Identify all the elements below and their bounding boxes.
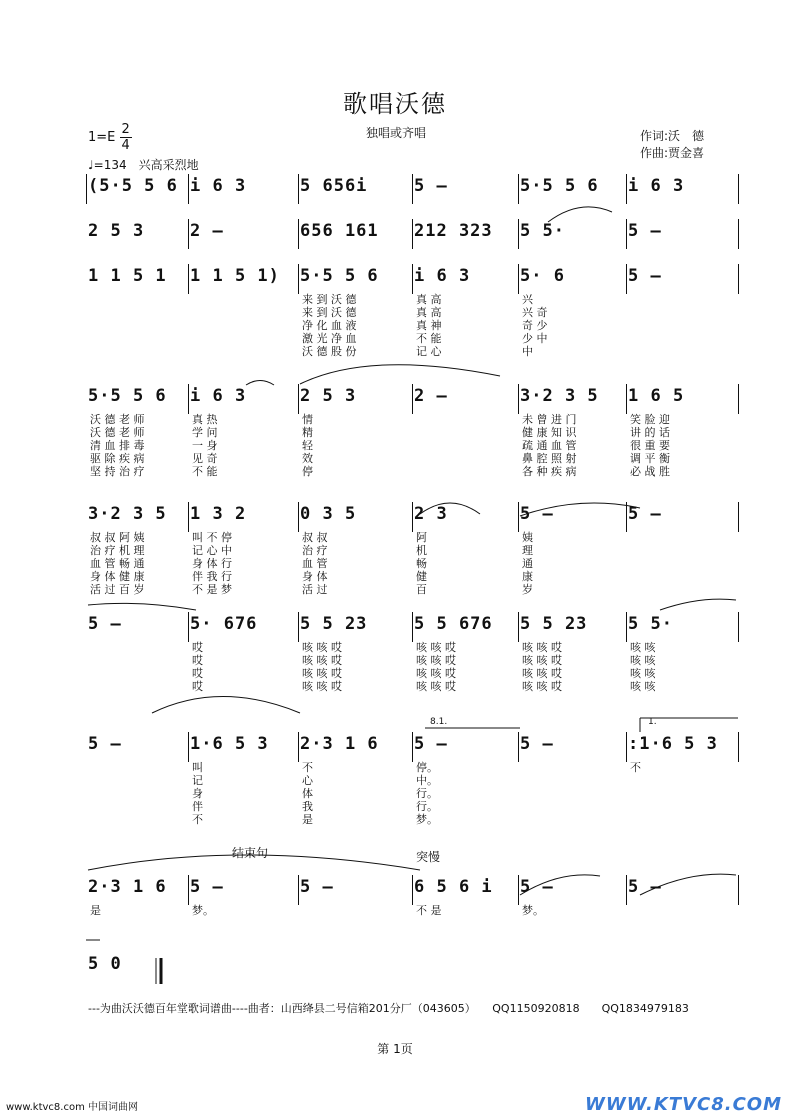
lyric-line: 一 身 [192, 439, 218, 452]
footer-credit: ---为曲沃沃德百年堂歌词谱曲----曲者：山西绛县二号信箱201分厂（043605） QQ1150920818 QQ1834979183 [88, 1002, 689, 1015]
lyric-line: 笑 脸 迎 [630, 413, 670, 426]
lyric-line: 真 神 [416, 319, 442, 332]
measure-notes: 5 – [520, 734, 554, 754]
watermark-left: www.ktvc8.com 中国词曲网 [6, 1102, 139, 1113]
lyric-line: 健 康 知 识 [522, 426, 577, 439]
measure-notes: i 6 3 [414, 266, 471, 286]
tempo-marking: ♩=134 兴高采烈地 [88, 158, 199, 172]
lyric-line: 清 血 排 毒 [90, 439, 145, 452]
measure-notes: 5 – [520, 504, 554, 524]
lyric-line: 见 奇 [192, 452, 218, 465]
lyric-line: 咳 咳 哎 [416, 654, 456, 667]
measure-notes: 212 323 [414, 221, 493, 241]
lyric-line: 活 过 [302, 583, 328, 596]
lyric-line: 未 曾 进 门 [522, 413, 577, 426]
lyric-line: 咳 咳 [630, 680, 656, 693]
measure-notes: 5 5· [628, 614, 673, 634]
lyric-line: 讲 的 话 [630, 426, 670, 439]
lyric-line: 心 [302, 774, 313, 787]
lyric-line: 身 [192, 787, 203, 800]
lyric-line: 不 是 梦 [192, 583, 232, 596]
measure-notes: 5 – [300, 877, 334, 897]
lyric-line: 梦。 [416, 813, 438, 826]
lyric-line: 很 重 要 [630, 439, 670, 452]
lyric-line: 咳 咳 哎 [416, 667, 456, 680]
lyric-line: 记 心 [416, 345, 442, 358]
slur [88, 603, 196, 610]
measure-notes: 2 – [414, 386, 448, 406]
lyric-line: 健 [416, 570, 427, 583]
lyric-line: 激 光 净 血 [302, 332, 357, 345]
slur [548, 207, 612, 222]
lyric-line: 真 高 [416, 306, 442, 319]
measure-notes: 5 – [190, 877, 224, 897]
measure-notes: 5· 6 [520, 266, 565, 286]
lyric-line: 不 是 [416, 904, 442, 917]
lyric-line: 行。 [416, 800, 438, 813]
watermark-right: WWW.KTVC8.COM [585, 1094, 782, 1115]
lyric-line: 兴 奇 [522, 306, 548, 319]
performance-mode: 独唱或齐唱 [366, 126, 427, 140]
measure-notes: :1·6 5 3 [628, 734, 718, 754]
lyric-line: 停。 [416, 761, 438, 774]
lyric-line: 咳 咳 哎 [416, 680, 456, 693]
measure-notes: 5 – [628, 504, 662, 524]
lyric-line: 咳 咳 哎 [522, 667, 562, 680]
lyric-line: 来 到 沃 德 [302, 293, 357, 306]
lyric-line: 血 管 [302, 557, 328, 570]
measure-notes: 5 5 23 [520, 614, 588, 634]
measure-notes: 2·3 1 6 [88, 877, 167, 897]
lyric-line: 身 体 行 [192, 557, 232, 570]
measure-notes: 5·5 5 6 [520, 176, 599, 196]
measure-notes: 1 3 2 [190, 504, 247, 524]
measure-notes: 2 5 3 [88, 221, 145, 241]
lyric-line: 咳 咳 [630, 641, 656, 654]
lyric-line: 鼻 腔 照 射 [522, 452, 577, 465]
lyric-line: 来 到 沃 德 [302, 306, 357, 319]
lyric-line: 坚 持 治 疗 [90, 465, 145, 478]
lyric-line: 学 问 [192, 426, 218, 439]
measure-notes: 5·5 5 6 [300, 266, 379, 286]
slur [420, 503, 480, 514]
measure-notes: 5 – [88, 734, 122, 754]
lyric-line: 咳 咳 [630, 667, 656, 680]
lyric-line: 真 高 [416, 293, 442, 306]
lyric-line: 理 [522, 544, 533, 557]
measure-notes: 6 5 6 i [414, 877, 493, 897]
lyric-line: 效 [302, 452, 313, 465]
measure-notes: 5 5 23 [300, 614, 368, 634]
lyric-line: 中 [522, 345, 533, 358]
lyric-line: 少 中 [522, 332, 548, 345]
lyric-line: 治 疗 机 理 [90, 544, 145, 557]
lyric-line: 哎 [192, 654, 203, 667]
lyric-line: 是 [302, 813, 313, 826]
lyric-line: 伴 [192, 800, 203, 813]
measure-notes: 5·5 5 6 [88, 386, 167, 406]
lyric-line: 阿 [416, 531, 427, 544]
lyric-line: 叔 叔 [302, 531, 328, 544]
lyric-line: 行。 [416, 787, 438, 800]
measure-notes: 5 – [414, 176, 448, 196]
lyric-line: 不 [302, 761, 313, 774]
lyric-line: 叔 叔 阿 姨 [90, 531, 145, 544]
slur [520, 503, 640, 516]
lyric-line: 百 [416, 583, 427, 596]
measure-notes: 1 6 5 [628, 386, 685, 406]
lyric-line: 伴 我 行 [192, 570, 232, 583]
lyric-line: 兴 [522, 293, 533, 306]
lyric-line: 奇 少 [522, 319, 548, 332]
lyric-line: 身 体 健 康 [90, 570, 145, 583]
lyric-line: 咳 咳 哎 [302, 641, 342, 654]
lyric-line: 不 [192, 813, 203, 826]
lyric-line: 梦。 [192, 904, 214, 917]
lyric-line: 姨 [522, 531, 533, 544]
tempo-change-label: 突慢 [416, 850, 441, 864]
measure-notes: 5 – [414, 734, 448, 754]
measure-notes: 1 1 5 1 [88, 266, 167, 286]
measure-notes: 2 3 [414, 504, 448, 524]
lyric-line: 不 能 [416, 332, 442, 345]
measure-notes: 3·2 3 5 [520, 386, 599, 406]
lyric-line: 哎 [192, 667, 203, 680]
lyric-line: 驱 除 疾 病 [90, 452, 145, 465]
lyric-line: 必 战 胜 [630, 465, 670, 478]
measure-notes: 5 – [628, 221, 662, 241]
composer-credit: 作曲:贾金喜 [640, 146, 705, 160]
lyric-line: 叫 不 停 [192, 531, 232, 544]
measure-notes: 3·2 3 5 [88, 504, 167, 524]
volta-label-1: 8.1. [430, 717, 448, 727]
lyricist-credit: 作词:沃 德 [640, 129, 705, 143]
measure-notes: 1 1 5 1) [190, 266, 280, 286]
lyric-line: 停 [302, 465, 313, 478]
lyric-line: 轻 [302, 439, 313, 452]
lyric-line: 中。 [416, 774, 438, 787]
slur [660, 599, 736, 610]
lyric-line: 血 管 畅 通 [90, 557, 145, 570]
lyric-line: 不 能 [192, 465, 218, 478]
lyric-line: 精 [302, 426, 313, 439]
lyric-line: 情 [302, 413, 313, 426]
slur [152, 697, 300, 714]
measure-notes: 0 3 5 [300, 504, 357, 524]
page-title: 歌唱沃德 [343, 90, 447, 118]
measure-notes: (5·5 5 6 [88, 176, 178, 196]
lyric-line: 咳 咳 哎 [522, 654, 562, 667]
lyric-line: 调 平 衡 [630, 452, 670, 465]
lyric-line: 沃 德 老 师 [90, 413, 145, 426]
lyric-line: 记 心 中 [192, 544, 232, 557]
measure-notes: 5 656i [300, 176, 368, 196]
time-sig-bottom: 4 [121, 138, 130, 153]
measure-notes: 5 5· [520, 221, 565, 241]
measure-notes: 5· 676 [190, 614, 258, 634]
lyric-line: 我 [302, 800, 313, 813]
lyric-line: 机 [416, 544, 427, 557]
lyric-line: 咳 咳 哎 [416, 641, 456, 654]
lyric-line: 沃 德 老 师 [90, 426, 145, 439]
lyric-line: 各 种 疾 病 [522, 465, 577, 478]
lyric-line: 身 体 [302, 570, 328, 583]
ending-label: 结束句 [232, 846, 269, 860]
measure-notes: 2 5 3 [300, 386, 357, 406]
slur [640, 874, 736, 895]
lyric-line: 通 [522, 557, 533, 570]
page-number: 第 1页 [377, 1042, 413, 1056]
lyric-line: 咳 咳 哎 [302, 667, 342, 680]
lyric-line: 真 热 [192, 413, 218, 426]
measure-notes: 5 – [628, 877, 662, 897]
measure-notes: 656 161 [300, 221, 379, 241]
slur [520, 875, 600, 895]
measure-notes: 1·6 5 3 [190, 734, 269, 754]
measure-notes: 5 – [520, 877, 554, 897]
lyric-line: 咳 咳 [630, 654, 656, 667]
measure-notes: 5 – [628, 266, 662, 286]
measure-notes: i 6 3 [190, 386, 247, 406]
lyric-line: 哎 [192, 641, 203, 654]
lyric-line: 叫 [192, 761, 203, 774]
lyric-line: 活 过 百 岁 [90, 583, 145, 596]
lyric-line: 梦。 [522, 904, 544, 917]
lyric-line: 岁 [522, 583, 533, 596]
measure-notes: i 6 3 [628, 176, 685, 196]
measure-notes: 5 0 [88, 954, 122, 974]
lyric-line: 不 [630, 761, 641, 774]
slur [300, 365, 500, 384]
lyric-line: 是 [90, 904, 101, 917]
key-label: 1=E [88, 130, 116, 145]
lyric-line: 疏 通 血 管 [522, 439, 577, 452]
lyric-line: 体 [302, 787, 313, 800]
lyric-line: 净 化 血 液 [302, 319, 357, 332]
measure-notes: i 6 3 [190, 176, 247, 196]
lyric-line: 沃 德 股 份 [302, 345, 357, 358]
time-sig-top: 2 [121, 122, 130, 137]
lyric-line: 咳 咳 哎 [522, 641, 562, 654]
volta-label-2: 1. [648, 717, 657, 727]
lyric-line: 哎 [192, 680, 203, 693]
measure-notes: 5 5 676 [414, 614, 493, 634]
lyric-line: 畅 [416, 557, 427, 570]
measure-notes: 5 – [88, 614, 122, 634]
lyric-line: 咳 咳 哎 [522, 680, 562, 693]
lyric-line: 治 疗 [302, 544, 328, 557]
lyric-line: 记 [192, 774, 203, 787]
lyric-line: 康 [522, 570, 533, 583]
lyric-line: 咳 咳 哎 [302, 654, 342, 667]
slur [246, 381, 274, 386]
measure-notes: 2·3 1 6 [300, 734, 379, 754]
measure-notes: 2 – [190, 221, 224, 241]
lyric-line: 咳 咳 哎 [302, 680, 342, 693]
